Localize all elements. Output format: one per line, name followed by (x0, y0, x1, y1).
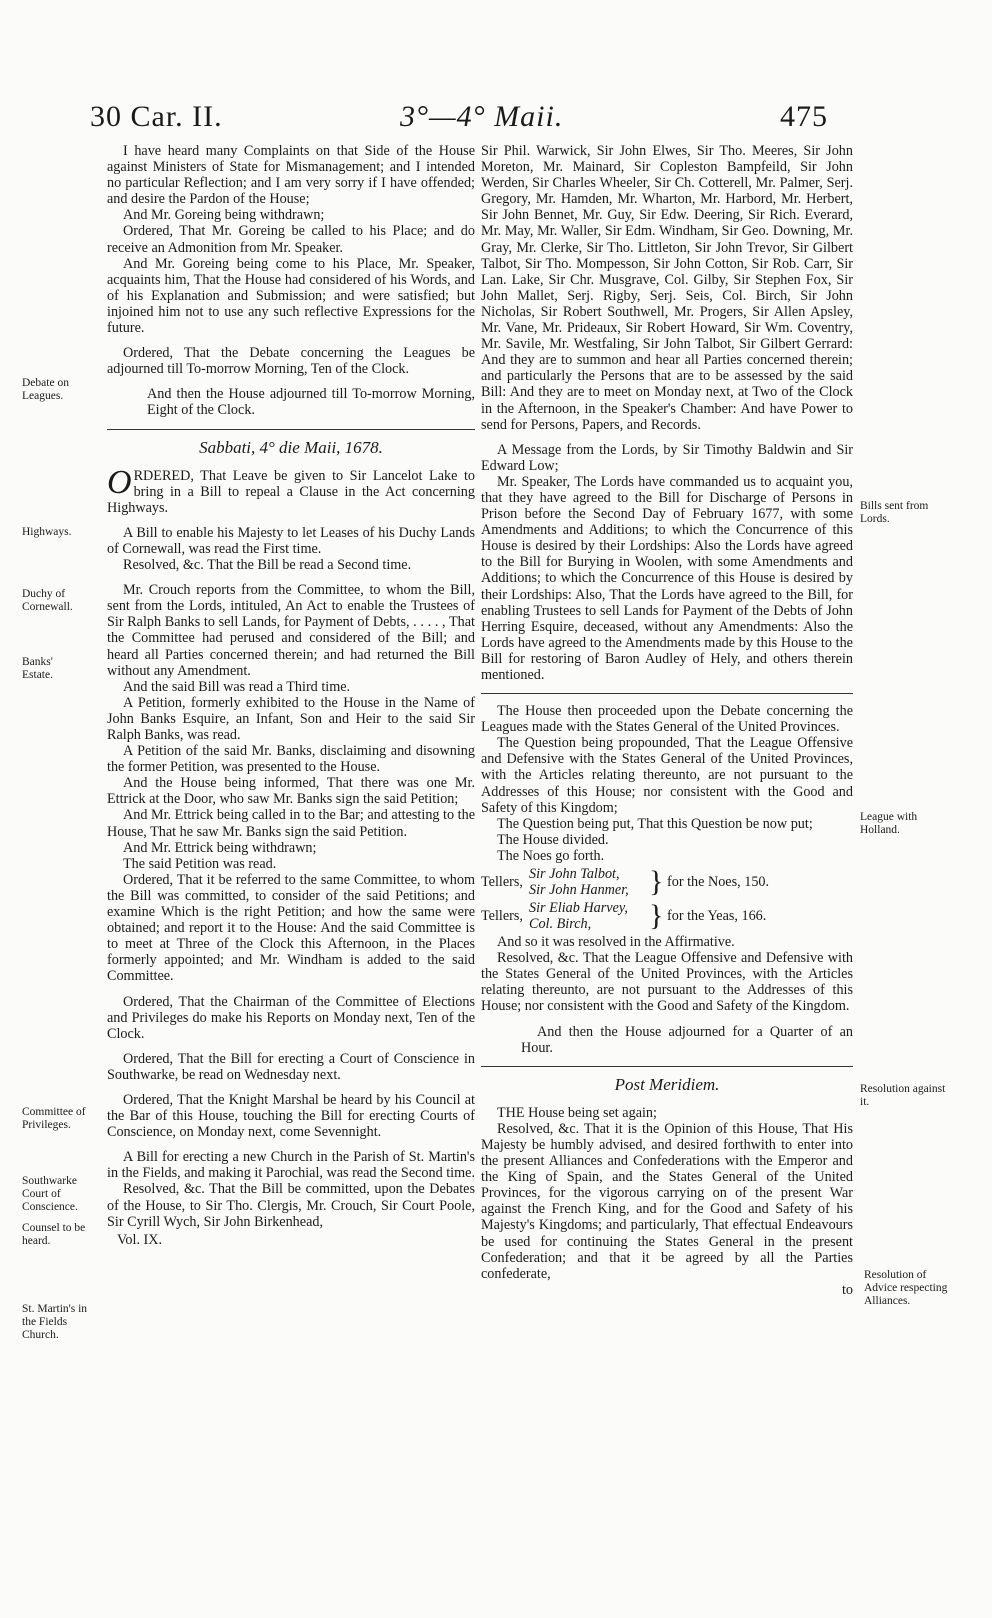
section-rule (481, 693, 853, 694)
paragraph: The said Petition was read. (123, 855, 277, 872)
margin-note-duchy: Duchy of Cornewall. (22, 588, 73, 613)
section-rule (481, 1066, 853, 1067)
paragraph: The House divided. (497, 831, 609, 848)
right-column (481, 143, 853, 1298)
brace-glyph: } (649, 899, 664, 933)
tellers-label: Tellers, (481, 907, 523, 924)
margin-note-league-holland: League with Holland. (860, 811, 918, 836)
tellers-noes (481, 866, 853, 898)
paragraph: And then the House adjourned for a Quarter of an Hour. (521, 1023, 853, 1056)
paragraph: RDERED, That Leave be given to Sir Lancelot Lake to bring in a Bill to repeal a Clause in the Act concerning Highways. (107, 467, 475, 516)
paragraph: A Petition of the said Mr. Banks, disclaiming and disowning the former Petition, was presented to the House. (107, 743, 475, 776)
paragraph: Resolved, &c. That it is the Opinion of this House, That His Majesty be humbly advised, and desired forthwith to enter into the present Alliances and Confederations with the Emperor and the King of Spain, and the States General of the United Provinces, for the vigorous carrying on of the present War against the French King, and for the Good and Safety of his Majesty's Kingdoms; and particularly, That effectual Endeavours be used for continuing the States General in the present Confederation; and that it be agreed by all the Parties confederate, (481, 1120, 853, 1282)
vote-count: for the Yeas, 166. (667, 907, 767, 924)
left-column (107, 143, 475, 1248)
paragraph: And the said Bill was read a Third time. (123, 678, 351, 695)
paragraph: Ordered, That the Bill for erecting a Court of Conscience in Southwarke, be read on Wednesday next. (107, 1050, 475, 1083)
margin-note-martins: St. Martin's in the Fields Church. (22, 1303, 88, 1341)
paragraph: Resolved, &c. That the Bill be read a Second time. (123, 557, 412, 574)
paragraph: Mr. Speaker, The Lords have commanded us to acquaint you, that they have agreed to the Bill for Discharge of Persons in Prison before the Second Day of February 1677, with some Amendments and Additions; to which the Concurrence of this House is desired by their Lordships: Also the Lords have agreed to the Bill for Burying in Woolen, with some Amendments and Additions; to which the Concurrence of this House is desired by their Lordships: Also, That the Lords have agreed to the Bill, for enabling Trustees to sell Lands for Payment of the Debts of John Herring Esquire, deceased, without any Amendments: Also the Lords have agreed to the Amendments made by this House to the Bill for restoring of Baron Audley of Hely, and others therein mentioned. (481, 473, 853, 683)
margin-note-counsel: Counsel to be heard. (22, 1222, 86, 1247)
margin-note-resolution-advice: Resolution of Advice respecting Alliances. (864, 1269, 948, 1307)
paragraph: Ordered, That Mr. Goreing be called to his Place; and do receive an Admonition from Mr. Speaker. (107, 223, 475, 256)
tellers-yeas (481, 900, 853, 932)
paragraph: The Question being put, That this Question be now put; (497, 815, 813, 832)
margin-note-debate-leagues: Debate on Leagues. (22, 377, 69, 402)
section-rule (107, 429, 475, 430)
post-meridiem-heading: Post Meridiem. (614, 1074, 720, 1094)
paragraph: And then the House adjourned till To-morrow Morning, Eight of the Clock. (147, 386, 475, 419)
paragraph: A Petition, formerly exhibited to the House in the Name of John Banks Esquire, an Infant, Son and Heir to the said Sir Ralph Banks, was read. (107, 694, 475, 743)
paragraph: A Message from the Lords, by Sir Timothy Baldwin and Sir Edward Low; (481, 441, 853, 474)
vote-count: for the Noes, 150. (667, 873, 770, 890)
page-number: 475 (780, 100, 828, 133)
paragraph: Mr. Crouch reports from the Committee, to whom the Bill, sent from the Lords, intituled, An Act to enable the Trustees of Sir Ralph Banks to sell Lands, for Payment of Debts, . . . . , That the Committee had perused and considered of the Bill; and heard all Parties concerned therein; and had returned the Bill without any Amendment. (107, 582, 475, 679)
teller-name: Col. Birch, (529, 916, 592, 933)
paragraph: Ordered, That the Knight Marshal be heard by his Council at the Bar of this House, touching the Bill for erecting Courts of Conscience, on Monday next, come Sevennight. (107, 1091, 475, 1141)
paragraph: Ordered, That it be referred to the same Committee, to whom the Bill was committed, to consider of the said Petitions; and examine Which is the right Petition; and how the same were obtained; and report it to the House: And the said Committee is to meet at Three of the Clock this Afternoon, in the Places formerly appointed; and Mr. Windham is added to the said Committee. (107, 871, 475, 985)
day-heading: Sabbati, 4° die Maii, 1678. (199, 437, 383, 457)
paragraph: Ordered, That the Chairman of the Committee of Elections and Privileges do make his Reports on Monday next, Ten of the Clock. (107, 993, 475, 1042)
date-header: 3°—4° Maii. (400, 100, 564, 133)
paragraph: A Bill to enable his Majesty to let Leases of his Duchy Lands of Cornewall, was read the First time. (107, 524, 475, 557)
volume-signature: Vol. IX. (117, 1231, 163, 1248)
paragraph: Resolved, &c. That the Bill be committed, upon the Debates of the House, to Sir Tho. Clergis, Mr. Crouch, Sir Court Poole, Sir Cyrill Wych, Sir John Birkenhead, (107, 1181, 475, 1230)
margin-note-highways: Highways. (22, 526, 72, 538)
drop-cap: O (107, 463, 132, 501)
paragraph: The House then proceeded upon the Debate concerning the Leagues made with the States General of the United Provinces. (481, 703, 853, 736)
paragraph: The Question being propounded, That the League Offensive and Defensive with the States General of the United Provinces, with the Articles relating thereunto, are not pursuant to the Addresses of this House; nor consistent with the Good and Safety of this Kingdom; (481, 735, 853, 816)
paragraph: And Mr. Goreing being withdrawn; (123, 207, 325, 224)
regnal-year-header: 30 Car. II. (90, 100, 223, 133)
teller-name: Sir Eliab Harvey, (529, 900, 628, 917)
paragraph: And the House being informed, That there was one Mr. Ettrick at the Door, who saw Mr. Banks sign the said Petition; (107, 775, 475, 808)
margin-note-banks: Banks' Estate. (22, 656, 53, 681)
tellers-label: Tellers, (481, 873, 523, 890)
teller-name: Sir John Talbot, (529, 866, 620, 883)
paragraph: Ordered, That the Debate concerning the Leagues be adjourned till To-morrow Morning, Ten of the Clock. (107, 345, 475, 378)
paragraph: Resolved, &c. That the League Offensive and Defensive with the States General of the United Provinces, with the Articles relating thereunto, are not pursuant to the Addresses of this House; nor consistent with the Good and Safety of the Kingdom. (481, 950, 853, 1015)
paragraph: A Bill for erecting a new Church in the Parish of St. Martin's in the Fields, and making it Parochial, was read the Second time. (107, 1149, 476, 1182)
paragraph: And Mr. Ettrick being withdrawn; (123, 839, 317, 856)
paragraph: And Mr. Goreing being come to his Place, Mr. Speaker, acquaints him, That the House had considered of his Words, and of his Explanation and Submission; and were satisfied; but injoined him not to use any such reflective Expressions for the future. (107, 255, 475, 337)
teller-name: Sir John Hanmer, (529, 882, 629, 899)
paragraph: THE House being set again; (497, 1104, 657, 1121)
margin-note-bills-lords: Bills sent from Lords. (860, 500, 929, 525)
brace-glyph: } (649, 865, 664, 899)
margin-note-privileges: Committee of Privileges. (22, 1106, 86, 1131)
paragraph: And so it was resolved in the Affirmative. (497, 934, 735, 951)
margin-note-resolution-against: Resolution against it. (860, 1083, 946, 1108)
paragraph: The Noes go forth. (497, 847, 605, 864)
paragraph: And Mr. Ettrick being called in to the Bar; and attesting to the House, That he saw Mr. Banks sign the said Petition. (107, 807, 475, 840)
paragraph: I have heard many Complaints on that Side of the House against Ministers of State for Mismanagement; and I intended no particular Reflection; and I am very sorry if I have offended; and desire the Pardon of the House; (107, 143, 475, 208)
margin-note-southwarke: Southwarke Court of Conscience. (22, 1175, 78, 1213)
paragraph: Sir Phil. Warwick, Sir John Elwes, Sir Tho. Meeres, Sir John Moreton, Mr. Mainard, Sir Copleston Bampfeild, Sir John Werden, Sir Charles Wheeler, Sir Ch. Cotterell, Mr. Palmer, Serj. Gregory, Mr. Hamden, Mr. Wharton, Mr. Harbord, Mr. Herbert, Sir John Bennet, Mr. Guy, Sir Edw. Deering, Sir Rich. Everard, Mr. May, Mr. Waller, Sir Edm. Windham, Sir Geo. Downing, Mr. Gray, Mr. Clerke, Sir Tho. Littleton, Sir John Trevor, Sir Gilbert Talbot, Sir Tho. Mompesson, Sir John Cotton, Sir Rob. Carr, Sir Lan. Lake, Sir Chr. Musgrave, Col. Gilby, Sir Stephen Fox, Sir John Mallet, Serj. Rigby, Serj. Seis, Col. Birch, Sir John Nicholas, Sir Robert Southwell, Mr. Progers, Sir Allen Apsley, Mr. Vane, Mr. Prideaux, Sir Robert Howard, Sir Wm. Coventry, Mr. Savile, Mr. Westfaling, Sir John Talbot, Sir Gilbert Gerrard: And they are to summon and hear all Parties concerned therein; and particularly the Persons that are to be assessed by the said Bill: And they are to meet on Monday next, at Two of the Clock in the Afternoon, in the Speaker's Chamber: And have Power to send for Persons, Papers, and Records. (481, 143, 853, 433)
catchword: to (841, 1281, 853, 1298)
